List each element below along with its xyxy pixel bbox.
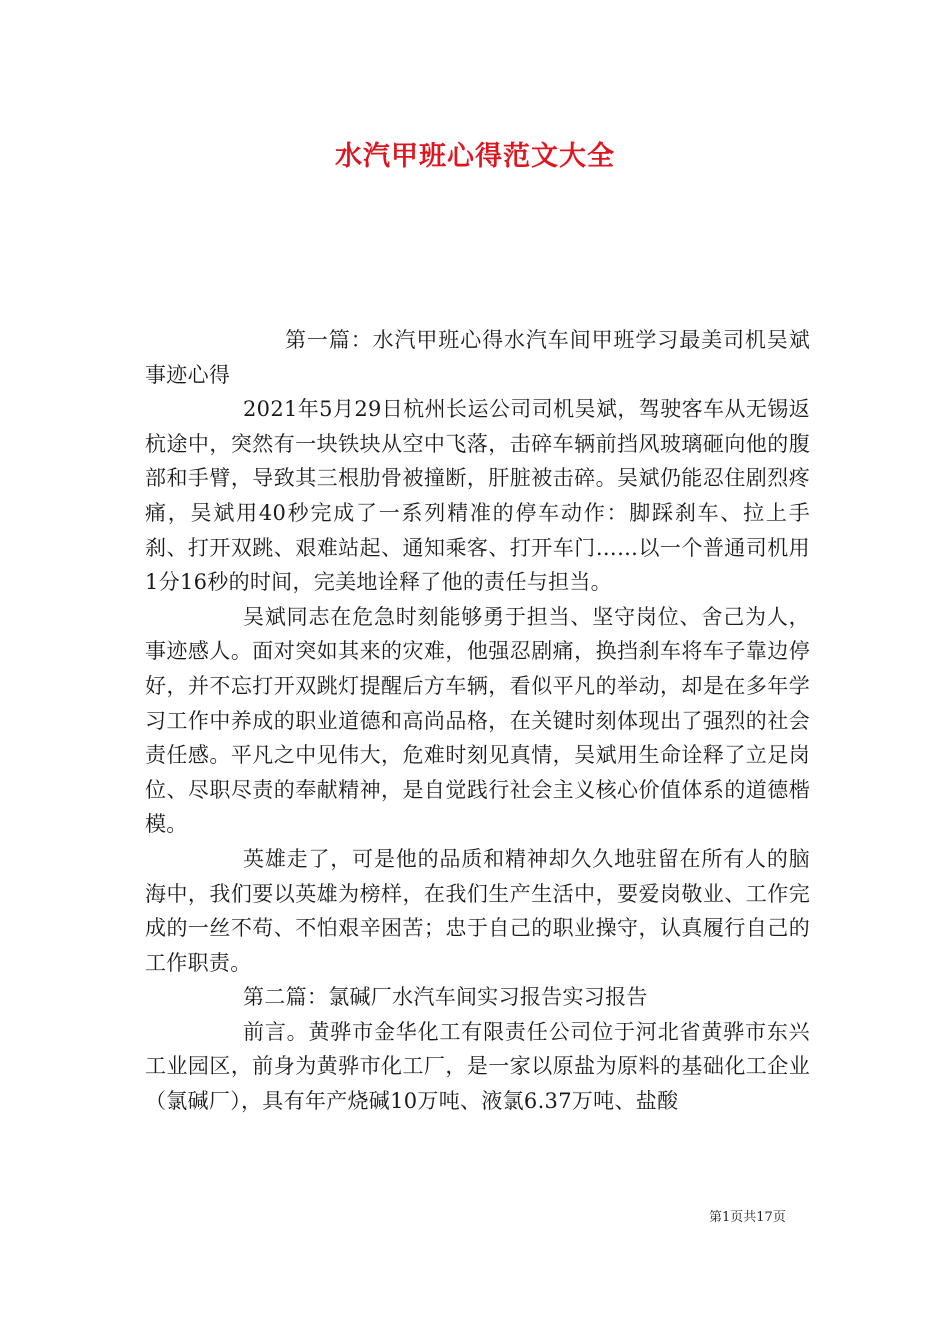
paragraph: 2021年5月29日杭州长运公司司机吴斌，驾驶客车从无锡返杭途中，突然有一块铁块从空中飞落，击碎车辆前挡风玻璃砸向他的腹部和手臂，导致其三根肋骨被撞断，肝脏被击碎。吴斌仍能忍住剧烈疼痛，吴斌用40秒完成了一系列精准的停车动作：脚踩刹车、拉上手刹、打开双跳、艰难站起、通知乘客、打开车门……以一个普通司机用1分16秒的时间，完美地诠释了他的责任与担当。 (145, 397, 810, 595)
document-title: 水汽甲班心得范文大全 (335, 141, 615, 172)
paragraph: 吴斌同志在危急时刻能够勇于担当、坚守岗位、舍己为人，事迹感人。面对突如其来的灾难，他强忍剧痛，换挡刹车将车子靠边停好，并不忘打开双跳灯提醒后方车辆，看似平凡的举动，却是在多年学习工作中养成的职业道德和高尚品格，在关键时刻体现出了强烈的社会责任感。平凡之中见伟大，危难时刻见真情，吴斌用生命诠释了立足岗位、尽职尽责的奉献精神，是自觉践行社会主义核心价值体系的道德楷模。 (145, 604, 810, 837)
document-body (145, 323, 810, 1119)
paragraph: 前言。黄骅市金华化工有限责任公司位于河北省黄骅市东兴工业园区，前身为黄骅市化工厂，是一家以原盐为原料的基础化工企业（氯碱厂），具有年产烧碱10万吨、液氯6.37万吨、盐酸 (145, 1019, 810, 1114)
section-heading-1: 第一篇：水汽甲班心得水汽车间甲班学习最美司机吴斌事迹心得 (145, 328, 810, 387)
page-number-footer: 第1页共17页 (709, 1210, 786, 1225)
section-heading-2: 第二篇：氯碱厂水汽车间实习报告实习报告 (243, 985, 648, 1010)
paragraph: 英雄走了，可是他的品质和精神却久久地驻留在所有人的脑海中，我们要以英雄为榜样，在我们生产生活中，要爱岗敬业、工作完成的一丝不苟、不怕艰辛困苦；忠于自己的职业操守，认真履行自己的工作职责。 (145, 846, 810, 975)
